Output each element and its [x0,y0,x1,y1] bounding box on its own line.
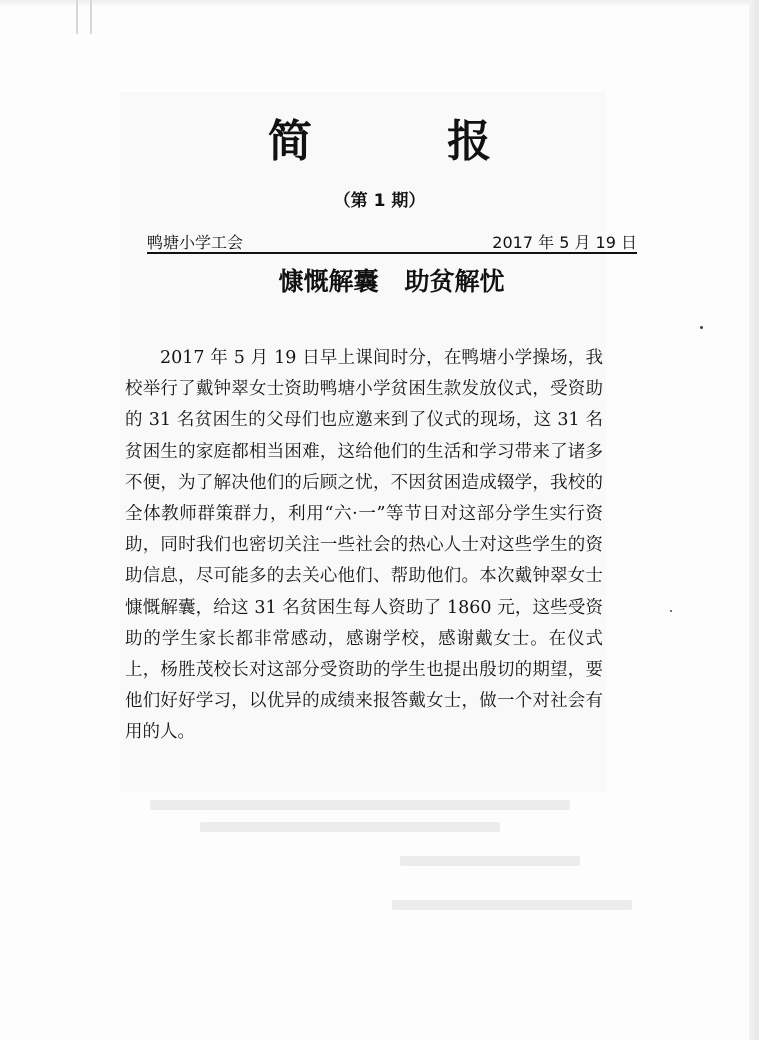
bleed-through-line [150,800,570,810]
article-body: 2017 年 5 月 19 日早上课间时分，在鸭塘小学操场，我校举行了戴钟翠女士资助鸭塘小学贫困生款发放仪式，受资助的 31 名贫困生的父母们也应邀来到了仪式的现场，这 31 名贫困生的家庭都相当困难，这给他们的生活和学习带来了诸多不便，为了解决他们的后顾之忧，不因贫困造成辍学，我校的全体教师群策群力，利用“六·一”等节日对这部分学生实行资助，同时我们也密切关注一些社会的热心人士对这些学生的资助信息，尽可能多的去关心他们、帮助他们。本次戴钟翠女士慷慨解囊，给这 31 名贫困生每人资助了 1860 元，这些受资助的学生家长都非常感动，感谢学校，感谢戴女士。在仪式上，杨胜茂校长对这部分受资助的学生也提出殷切的期望，要他们好好学习，以优异的成绩来报答戴女士，做一个对社会有用的人。 [125,348,603,743]
issue-number: （第 1 期） [333,191,426,211]
publish-date: 2017 年 5 月 19 日 [492,233,637,252]
bleed-through-line [200,822,500,832]
bleed-through-line [392,900,632,910]
bulletin-title: 简 报 [267,116,552,167]
scan-top-edge [0,0,759,6]
scan-speck [670,610,672,612]
binding-marks [76,0,102,40]
headline-part-1: 慷慨解囊 [278,267,379,296]
article-headline [0,262,759,298]
scan-speck [700,326,703,329]
bleed-through-line [400,856,580,866]
organization-name: 鸭塘小学工会 [147,233,244,252]
meta-row [147,230,637,254]
headline-part-2: 助贫解忧 [404,267,505,296]
